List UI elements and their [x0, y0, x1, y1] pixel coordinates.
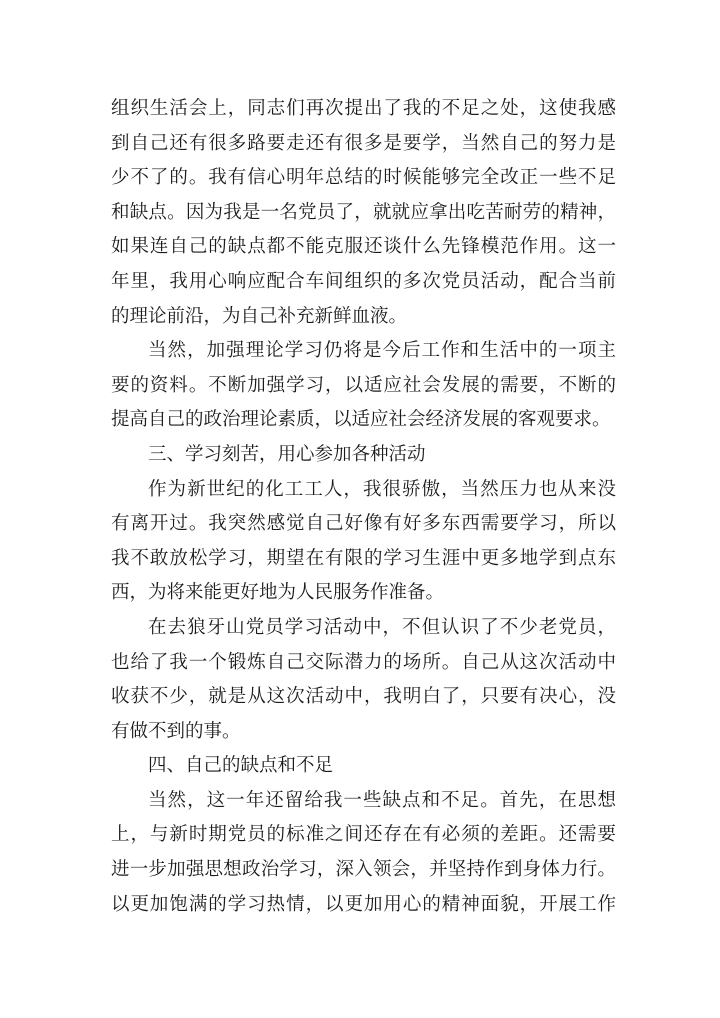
text-line: 进一步加强思想政治学习，深入领会，并坚持作到身体力行。: [111, 859, 616, 881]
text-line: 组织生活会上，同志们再次提出了我的不足之处，这使我感: [111, 98, 616, 119]
text-line: 要的资料。不断加强学习，以适应社会发展的需要，不断的: [111, 374, 616, 396]
text-line: 到自己还有很多路要走还有很多是要学，当然自己的努力是: [111, 132, 616, 154]
text-line: 收获不少，就是从这次活动中，我明白了，只要有决心，没: [111, 686, 616, 708]
text-line: 和缺点。因为我是一名党员了，就就应拿出吃苦耐劳的精神，: [111, 201, 616, 223]
document-body: [111, 92, 616, 922]
text-line: 如果连自己的缺点都不能克服还谈什么先锋模范作用。这一: [111, 236, 616, 258]
text-line: 当然，加强理论学习仍将是今后工作和生活中的一项主: [148, 340, 616, 362]
text-line: 当然，这一年还留给我一些缺点和不足。首先，在思想: [148, 789, 616, 811]
text-line: 提高自己的政治理论素质，以适应社会经济发展的客观要求。: [111, 409, 611, 431]
text-line: 作为新世纪的化工工人，我很骄傲，当然压力也从来没: [148, 478, 616, 500]
text-line: 有离开过。我突然感觉自己好像有好多东西需要学习，所以: [111, 513, 616, 535]
text-line: 在去狼牙山党员学习活动中，不但认识了不少老党员，: [148, 616, 616, 638]
text-line: 以更加饱满的学习热情，以更加用心的精神面貌，开展工作: [111, 893, 616, 915]
text-line: 上，与新时期党员的标准之间还存在有必须的差距。还需要: [111, 824, 616, 846]
text-line: 有做不到的事。: [111, 720, 241, 742]
text-line: 我不敢放松学习，期望在有限的学习生涯中更多地学到点东: [111, 547, 616, 569]
text-line: 西，为将来能更好地为人民服务作准备。: [111, 582, 445, 604]
text-line: 年里，我用心响应配合车间组织的多次党员活动，配合当前: [111, 270, 616, 292]
text-line: 三、学习刻苦，用心参加各种活动: [148, 443, 426, 465]
text-line: 的理论前沿，为自己补充新鲜血液。: [111, 305, 408, 327]
text-line: 少不了的。我有信心明年总结的时候能够完全改正一些不足: [111, 167, 616, 189]
text-line: 四、自己的缺点和不足: [148, 755, 334, 777]
text-line: 也给了我一个锻炼自己交际潜力的场所。自己从这次活动中: [111, 651, 616, 673]
